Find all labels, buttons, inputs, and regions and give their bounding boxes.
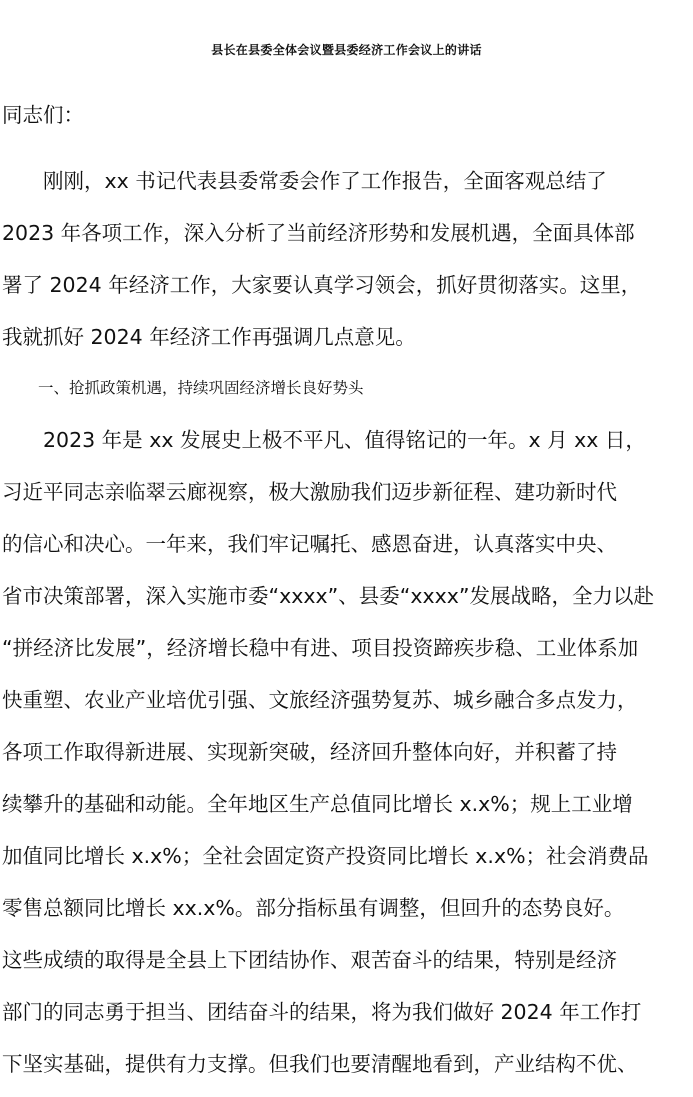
- paragraph-line: 这些成绩的取得是全县上下团结协作、艰苦奋斗的结果，特别是经济: [2, 948, 617, 972]
- paragraph-line: 署了 2024 年经济工作，大家要认真学习领会，抓好贯彻落实。这里，: [2, 273, 642, 297]
- paragraph-line: 省市决策部署，深入实施市委“xxxx”、县委“xxxx”发展战略，全力以赴: [2, 584, 655, 608]
- paragraph-line: 续攀升的基础和动能。全年地区生产总值同比增长 x.x%；规上工业增: [2, 792, 633, 816]
- paragraph-line: 2023 年各项工作，深入分析了当前经济形势和发展机遇，全面具体部: [2, 221, 635, 245]
- paragraph-line: 部门的同志勇于担当、团结奋斗的结果，将为我们做好 2024 年工作打: [2, 1000, 642, 1024]
- paragraph-line: 的信心和决心。一年来，我们牢记嘱托、感恩奋进，认真落实中央、: [2, 532, 617, 556]
- paragraph-line: 2023 年是 xx 发展史上极不平凡、值得铭记的一年。x 月 xx 日，: [2, 428, 646, 452]
- paragraph-line: 我就抓好 2024 年经济工作再强调几点意见。: [2, 325, 416, 349]
- paragraph-line: 快重塑、农业产业培优引强、文旅经济强势复苏、城乡融合多点发力，: [2, 688, 638, 712]
- paragraph-line: 各项工作取得新进展、实现新突破，经济回升整体向好，并积蓄了持: [2, 740, 617, 764]
- document-title: 县长在县委全体会议暨县委经济工作会议上的讲话: [211, 43, 482, 57]
- paragraph-line: 加值同比增长 x.x%；全社会固定资产投资同比增长 x.x%；社会消费品: [2, 844, 649, 868]
- paragraph-line: 下坚实基础，提供有力支撑。但我们也要清醒地看到，产业结构不优、: [2, 1052, 638, 1076]
- salutation: 同志们：: [2, 103, 84, 127]
- paragraph-line: 零售总额同比增长 xx.x%。部分指标虽有调整，但回升的态势良好。: [2, 896, 625, 920]
- section-heading: 一、抢抓政策机遇，持续巩固经济增长良好势头: [38, 379, 364, 397]
- paragraph-line: “拼经济比发展”，经济增长稳中有进、项目投资蹄疾步稳、工业体系加: [2, 636, 639, 660]
- paragraph-line: 习近平同志亲临翠云廊视察，极大激励我们迈步新征程、建功新时代: [2, 480, 617, 504]
- paragraph-line: 刚刚，xx 书记代表县委常委会作了工作报告，全面客观总结了: [2, 169, 607, 193]
